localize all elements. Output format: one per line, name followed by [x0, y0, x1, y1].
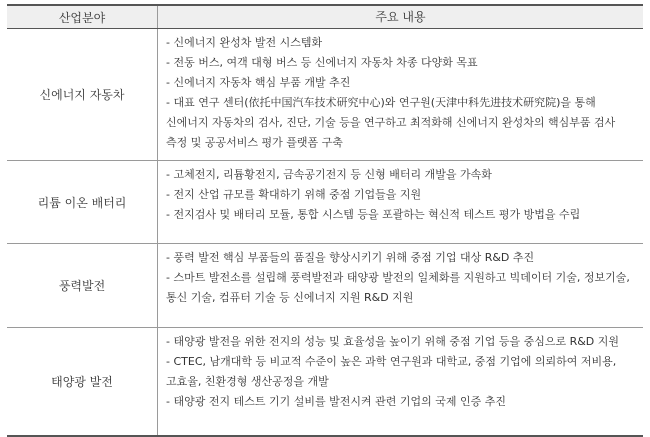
sector-cell: 리튬 이온 배터리 [7, 161, 158, 243]
bullet-item: - 태양광 전지 테스트 기기 설비를 발전시켜 관련 기업의 국제 인증 추진 [166, 395, 506, 408]
table-row [7, 243, 643, 327]
table-row [7, 160, 643, 243]
bullet-item: - 전지 산업 규모를 확대하기 위해 중점 기업들을 지원 [166, 188, 422, 201]
bullet-item: - 신에너지 자동차 핵심 부품 개발 추진 [166, 76, 351, 89]
bullet-item: - 전지검사 및 배터리 모듈, 통합 시스템 등을 포괄하는 혁신적 테스트 평가 방법을 수립 [166, 208, 581, 221]
content-cell [158, 161, 643, 243]
bullet-item: - 스마트 발전소를 설립해 풍력발전과 태양광 발전의 일체화를 지원하고 빅데이터 기술, 정보기술, 통신 기술, 컴퓨터 기술 등 신에너지 지원 R&D 지원 [166, 271, 630, 304]
content-cell [158, 29, 643, 160]
header-content: 주요 내용 [375, 10, 426, 24]
sector-cell: 태양광 발전 [7, 328, 158, 435]
bullet-item: - CTEC, 남개대학 등 비교적 수준이 높은 과학 연구원과 대학교, 중점 기업에 의뢰하여 저비용, 고효율, 친환경형 생산공정을 개발 [166, 355, 617, 388]
table-row [7, 327, 643, 435]
header-sector: 산업분야 [7, 6, 158, 28]
content-cell [158, 328, 643, 435]
table-header-row [7, 6, 643, 28]
bullet-item: - 대표 연구 센터(依托中国汽车技术研究中心)와 연구원(天津中科先进技术研究院)을 통해 신에너지 자동차의 검사, 진단, 기술 등을 연구하고 최적화해 신에너지 완성차의 핵심부품 검사 측정 및 공공서비스 평가 플랫폼 구축 [166, 96, 616, 149]
sector-cell: 풍력발전 [7, 244, 158, 327]
bullet-item: - 고체전지, 리튬황전지, 금속공기전지 등 신형 배터리 개발을 가속화 [166, 168, 492, 181]
content-cell [158, 244, 643, 327]
table-row [7, 28, 643, 160]
bullet-item: - 신에너지 완성차 발전 시스템화 [166, 36, 323, 49]
bullet-item: - 전동 버스, 여객 대형 버스 등 신에너지 자동차 차종 다양화 목표 [166, 56, 478, 69]
bullet-item: - 태양광 발전을 위한 전지의 성능 및 효율성을 높이기 위해 중점 기업 등을 중심으로 R&D 지원 [166, 335, 620, 348]
sector-cell: 신에너지 자동차 [7, 29, 158, 160]
industry-table [7, 4, 643, 437]
bullet-item: - 풍력 발전 핵심 부품들의 품질을 향상시키기 위해 중점 기업 대상 R&D 추진 [166, 251, 535, 264]
